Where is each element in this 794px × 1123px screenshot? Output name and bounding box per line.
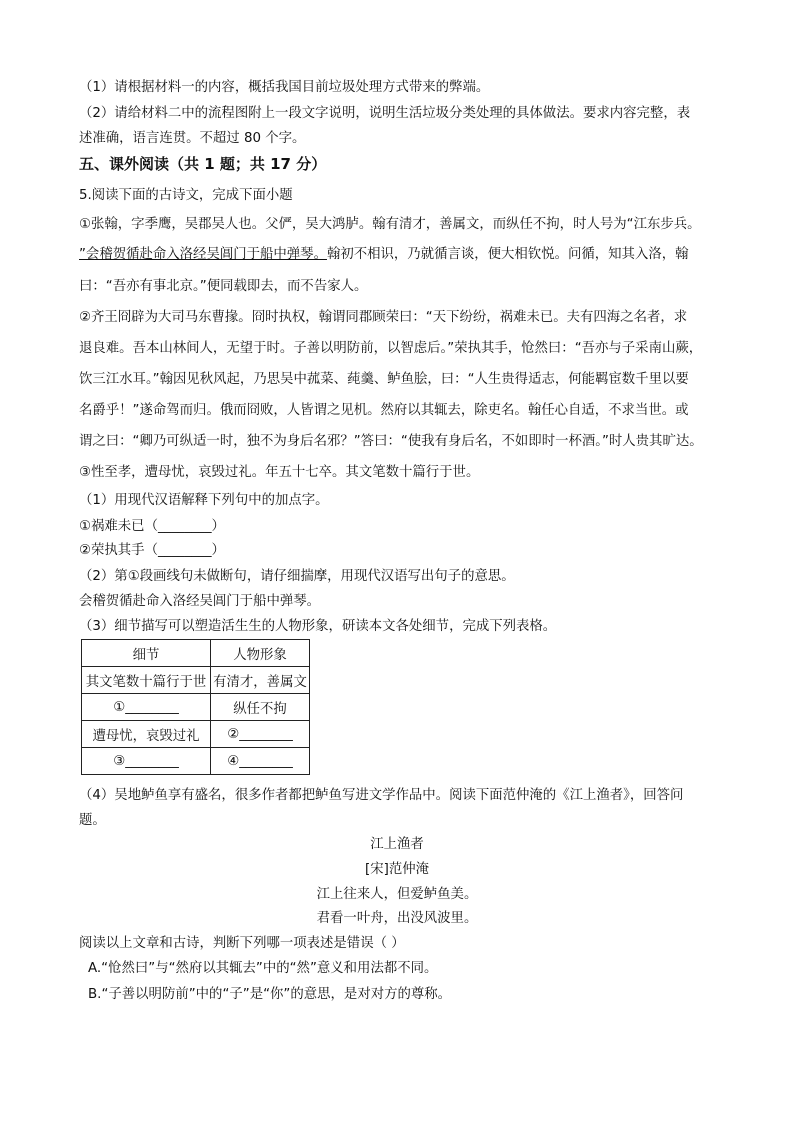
q4-sub2-line2: 述准确，语言连贯。不超过 80 个字。 bbox=[79, 131, 306, 146]
table-cell: 其文笔数十篇行于世 bbox=[82, 667, 211, 694]
para1-line3: 曰：“吾亦有事北京。”便同载即去，而不告家人。 bbox=[79, 279, 368, 294]
table-cell: 有清才，善属文 bbox=[211, 667, 310, 694]
para2-line4: 名爵乎！”遂命驾而归。俄而冏败，人皆谓之见机。然府以其辄去，除吏名。翰任心自适，不求当世。或 bbox=[79, 403, 689, 418]
poem-author: [宋]范仲淹 bbox=[364, 862, 429, 877]
table-row bbox=[82, 721, 310, 748]
sub4-line1: （4）吴地鲈鱼享有盛名，很多作者都把鲈鱼写进文学作品中。阅读下面范仲淹的《江上渔者》，回答问 bbox=[79, 788, 684, 803]
poem-line1: 江上往来人，但爱鲈鱼美。 bbox=[316, 887, 478, 902]
para2-line2: 退良难。吾本山林间人，无望于时。子善以明防前，以智虑后。”荣执其手，怆然曰：“吾亦与子采南山蕨， bbox=[79, 341, 703, 356]
table-cell: 遭母忧，哀毁过礼 bbox=[82, 721, 211, 748]
table-cell: ①________ bbox=[82, 694, 211, 721]
sub1-prompt: （1）用现代汉语解释下列句中的加点字。 bbox=[79, 493, 329, 508]
table-cell: ③________ bbox=[82, 748, 211, 775]
sub1-item2: ②荣执其手（________） bbox=[79, 543, 225, 558]
table-cell: ④________ bbox=[211, 748, 310, 775]
q4-sub2-line1: （2）请给材料二中的流程图附上一段文字说明，说明生活垃圾分类处理的具体做法。要求内容完整，表 bbox=[79, 106, 691, 121]
sub1-item1: ①祸难未已（________） bbox=[79, 519, 225, 534]
table-row bbox=[82, 667, 310, 694]
q4-sub1: （1）请根据材料一的内容，概括我国目前垃圾处理方式带来的弊端。 bbox=[79, 80, 490, 95]
detail-table bbox=[81, 639, 310, 775]
table-cell: 纵任不拘 bbox=[211, 694, 310, 721]
para2-line3: 饮三江水耳。”翰因见秋风起，乃思吴中菰菜、莼羹、鲈鱼脍，曰：“人生贵得适志，何能羁宦数千里以要 bbox=[79, 372, 689, 387]
poem-line2: 君看一叶舟，出没风波里。 bbox=[316, 911, 478, 926]
table-header-row bbox=[82, 640, 310, 667]
table-row bbox=[82, 748, 310, 775]
para3-line1: ③性至孝，遭母忧，哀毁过礼。年五十七卒。其文笔数十篇行于世。 bbox=[79, 465, 480, 480]
sub3-prompt: （3）细节描写可以塑造活生生的人物形象，研读本文各处细节，完成下列表格。 bbox=[79, 619, 557, 634]
q5-intro: 5.阅读下面的古诗文，完成下面小题 bbox=[79, 188, 293, 203]
para2-line5: 谓之曰：“卿乃可纵适一时，独不为身后名邪？”答曰：“使我有身后名，不如即时一杯酒。”时人贵其旷达。 bbox=[79, 434, 703, 449]
table-header: 人物形象 bbox=[211, 640, 310, 667]
para1-line2-rest: 翰初不相识，乃就循言谈，便大相钦悦。问循，知其入洛，翰 bbox=[326, 247, 689, 262]
table-row bbox=[82, 694, 310, 721]
question-stem: 阅读以上文章和古诗，判断下列哪一项表述是错误（ ） bbox=[79, 936, 405, 951]
para1-line2 bbox=[79, 246, 689, 264]
para2-line1: ②齐王冏辟为大司马东曹掾。冏时执权，翰谓同郡顾荣曰：“天下纷纷，祸难未已。夫有四海之名者，求 bbox=[79, 310, 688, 325]
sub4-line2: 题。 bbox=[79, 813, 106, 828]
table-header: 细节 bbox=[82, 640, 211, 667]
sub2-sentence: 会稽贺循赴命入洛经吴阊门于船中弹琴。 bbox=[79, 594, 321, 609]
option-b: B.“子善以明防前”中的“子”是“你”的意思，是对对方的尊称。 bbox=[88, 987, 452, 1002]
underlined-sentence: ”会稽贺循赴命入洛经吴阊门于船中弹琴。 bbox=[79, 247, 327, 262]
option-a: A.“怆然曰”与“然府以其辄去”中的“然”意义和用法都不同。 bbox=[88, 961, 438, 976]
sub2-prompt: （2）第①段画线句未做断句，请仔细揣摩，用现代汉语写出句子的意思。 bbox=[79, 569, 515, 584]
table-cell: ②________ bbox=[211, 721, 310, 748]
section-title: 五、课外阅读（共 1 题；共 17 分） bbox=[79, 155, 327, 173]
para1-line1: ①张翰，字季鹰，吴郡吴人也。父俨，吴大鸿胪。翰有清才，善属文，而纵任不拘，时人号为“江东步兵。 bbox=[79, 217, 701, 232]
poem-title: 江上渔者 bbox=[370, 837, 424, 852]
